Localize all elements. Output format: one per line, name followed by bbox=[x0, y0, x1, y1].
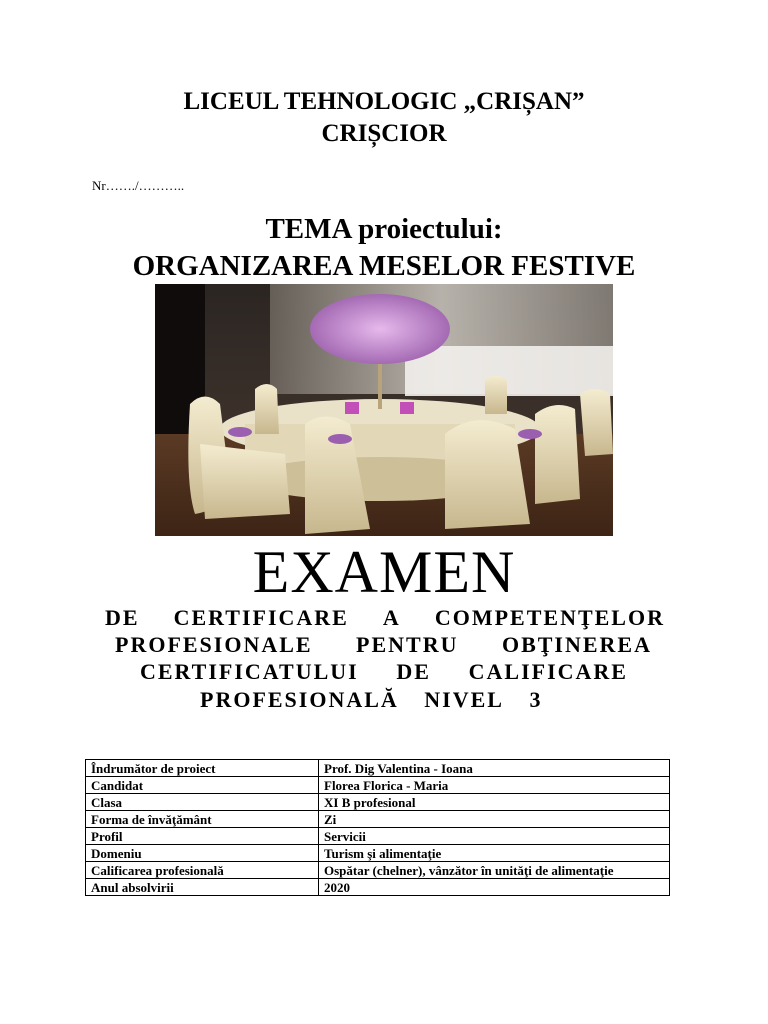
table-row bbox=[86, 794, 670, 811]
cert-word: OBŢINEREA bbox=[501, 632, 652, 657]
cert-word: 3 bbox=[529, 687, 543, 712]
cert-word: CERTIFICATULUI bbox=[140, 659, 359, 684]
table-row bbox=[86, 811, 670, 828]
row-label: Calificarea profesională bbox=[86, 862, 319, 879]
table-row bbox=[86, 879, 670, 896]
row-value: Ospătar (chelner), vânzător în unităţi de alimentaţie bbox=[319, 862, 670, 879]
row-value: Turism şi alimentaţie bbox=[319, 845, 670, 862]
row-label: Îndrumător de proiect bbox=[86, 760, 319, 777]
cert-word: PENTRU bbox=[356, 632, 459, 657]
table-row bbox=[86, 845, 670, 862]
project-theme-label: TEMA proiectului: bbox=[265, 213, 503, 245]
table-row bbox=[86, 760, 670, 777]
cert-word: DE bbox=[396, 659, 431, 684]
row-value: Prof. Dig Valentina - Ioana bbox=[319, 760, 670, 777]
project-theme-title: ORGANIZAREA MESELOR FESTIVE bbox=[132, 250, 636, 282]
row-label: Clasa bbox=[86, 794, 319, 811]
project-info-table bbox=[85, 759, 670, 896]
row-value: Servicii bbox=[319, 828, 670, 845]
table-row bbox=[86, 862, 670, 879]
cert-word: CALIFICARE bbox=[468, 659, 628, 684]
certification-line-1 bbox=[105, 604, 665, 631]
banquet-photo bbox=[155, 284, 613, 536]
row-label: Forma de învăţământ bbox=[86, 811, 319, 828]
cert-word: PROFESIONALE bbox=[115, 632, 313, 657]
row-label: Anul absolvirii bbox=[86, 879, 319, 896]
row-value: 2020 bbox=[319, 879, 670, 896]
cert-word: CERTIFICARE bbox=[173, 605, 349, 630]
cert-word: COMPETENŢELOR bbox=[434, 605, 665, 630]
cert-word: PROFESIONALĂ bbox=[200, 687, 399, 712]
row-value: Florea Florica - Maria bbox=[319, 777, 670, 794]
cert-word: A bbox=[382, 605, 401, 630]
table-row bbox=[86, 777, 670, 794]
registration-number: Nr……./……….. bbox=[92, 178, 185, 193]
cert-word: NIVEL bbox=[424, 687, 504, 712]
row-label: Profil bbox=[86, 828, 319, 845]
row-label: Candidat bbox=[86, 777, 319, 794]
certification-line-4 bbox=[200, 686, 600, 713]
certification-line-2 bbox=[115, 631, 652, 658]
row-label: Domeniu bbox=[86, 845, 319, 862]
school-location: CRIȘCIOR bbox=[321, 120, 447, 147]
row-value: Zi bbox=[319, 811, 670, 828]
row-value: XI B profesional bbox=[319, 794, 670, 811]
cert-word: DE bbox=[105, 605, 140, 630]
school-name: LICEUL TEHNOLOGIC „CRIȘAN” bbox=[183, 88, 585, 115]
table-row bbox=[86, 828, 670, 845]
certification-line-3 bbox=[140, 658, 628, 685]
exam-title: EXAMEN bbox=[252, 539, 516, 605]
